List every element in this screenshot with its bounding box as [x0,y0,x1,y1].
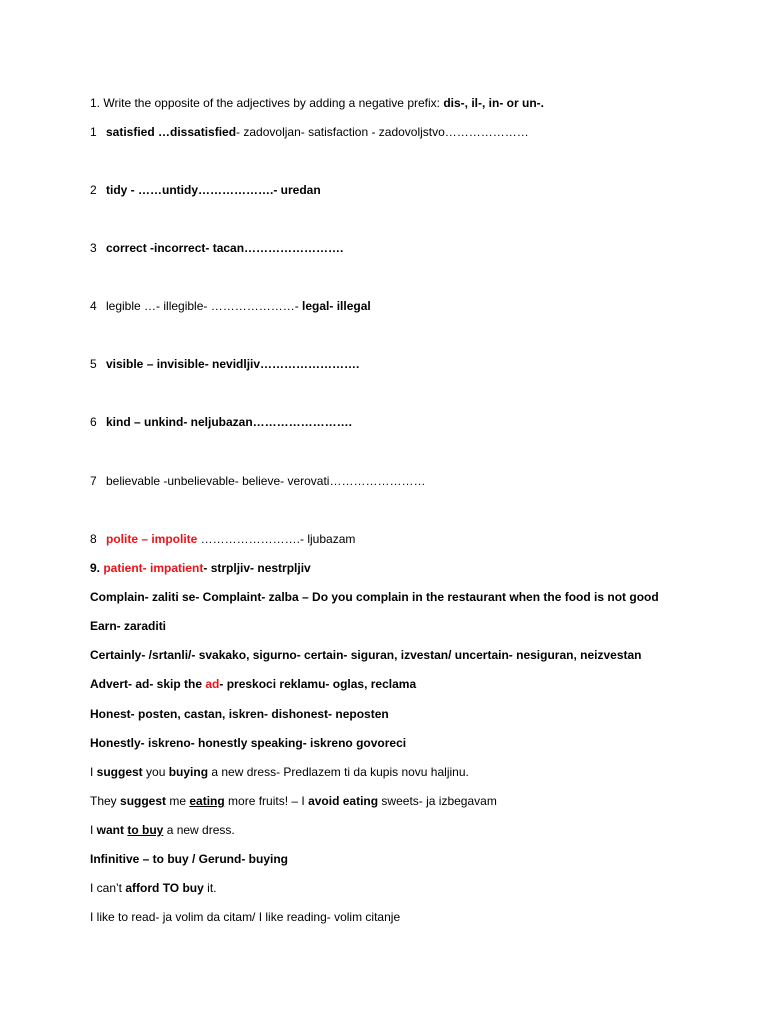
want-line [90,822,235,838]
keyword-afford: afford TO buy [125,881,204,895]
item-note: - zadovoljan- satisfaction - zadovoljstvo………………… [236,125,529,139]
item-number: 8 [90,532,97,546]
text-segment: a new dress- Predlazem ti da kupis novu haljinu. [208,765,469,779]
item-text: believable -unbelievable- believe- verovati…………………… [106,474,426,488]
item-number: 7 [90,474,97,488]
advert-text-rest: - preskoci reklamu- oglas, reclama [219,677,417,691]
item-answer-highlight: polite – impolite [106,532,198,546]
keyword-avoid-eating: avoid eating [308,794,379,808]
text-segment: I [90,765,97,779]
advert-text: Advert- ad- skip the [90,677,206,691]
item-6 [90,414,352,430]
text-segment: more fruits! – I [224,794,309,808]
item-1 [90,124,529,140]
item-answer: kind – unkind- neljubazan……………………. [106,415,353,429]
item-answer: legal- illegal [302,299,371,313]
item-8 [90,531,355,547]
item-text: - strpljiv- nestrpljiv [203,561,311,575]
item-9 [90,560,311,576]
text-segment: sweets- ja izbegavam [378,794,497,808]
complain-line: Complain- zaliti se- Complaint- zalba – Do you complain in the restaurant when the food is not good [90,590,659,604]
instruction-prefixes: dis-, il-, in- or un-. [443,96,544,110]
instruction-line [90,95,544,111]
item-answer: satisfied …dissatisfied [106,125,237,139]
honestly-line: Honestly- iskreno- honestly speaking- iskreno govoreci [90,736,407,750]
keyword-suggest: suggest [96,765,143,779]
keyword-buying: buying [168,765,209,779]
item-3 [90,240,343,256]
item-4 [90,298,371,314]
text-segment: me [166,794,190,808]
certainly-line: Certainly- /srtanli/- svakako, sigurno- certain- siguran, izvestan/ uncertain- nesiguran, neizvestan [90,648,642,662]
item-text: legible …- illegible- …………………- [106,299,303,313]
item-answer: correct -incorrect- tacan……………………. [106,241,344,255]
earn-line: Earn- zaraditi [90,619,167,633]
advert-line [90,676,416,692]
infinitive-line: Infinitive – to buy / Gerund- buying [90,852,288,866]
item-5 [90,356,359,372]
honest-line: Honest- posten, castan, iskren- dishonest- neposten [90,707,389,721]
suggest-line-2 [90,793,497,809]
text-segment: you [142,765,169,779]
instruction-text: 1. Write the opposite of the adjectives by adding a negative prefix: [90,96,444,110]
text-segment: They [90,794,121,808]
keyword-to-buy: to buy [127,823,164,837]
text-segment: I [90,823,97,837]
item-7 [90,473,425,489]
item-text: …………………….- ljubazam [197,532,356,546]
suggest-line-1 [90,764,469,780]
item-number: 6 [90,415,97,429]
item-answer: tidy - ……untidy……………….- uredan [106,183,321,197]
like-line: I like to read- ja volim da citam/ I like reading- volim citanje [90,910,401,924]
keyword-want: want [96,823,125,837]
item-number: 9. [90,561,104,575]
item-2 [90,182,321,198]
text-segment: a new dress. [163,823,235,837]
keyword-suggest: suggest [120,794,167,808]
text-segment: it. [203,881,217,895]
item-number: 3 [90,241,97,255]
item-answer: visible – invisible- nevidljiv……………………. [106,357,360,371]
item-answer-highlight: patient- impatient [103,561,204,575]
item-number: 5 [90,357,97,371]
keyword-eating: eating [189,794,225,808]
text-segment: I can’t [90,881,126,895]
item-number: 4 [90,299,97,313]
item-number: 1 [90,125,97,139]
advert-highlight: ad [205,677,220,691]
item-number: 2 [90,183,97,197]
afford-line [90,880,216,896]
